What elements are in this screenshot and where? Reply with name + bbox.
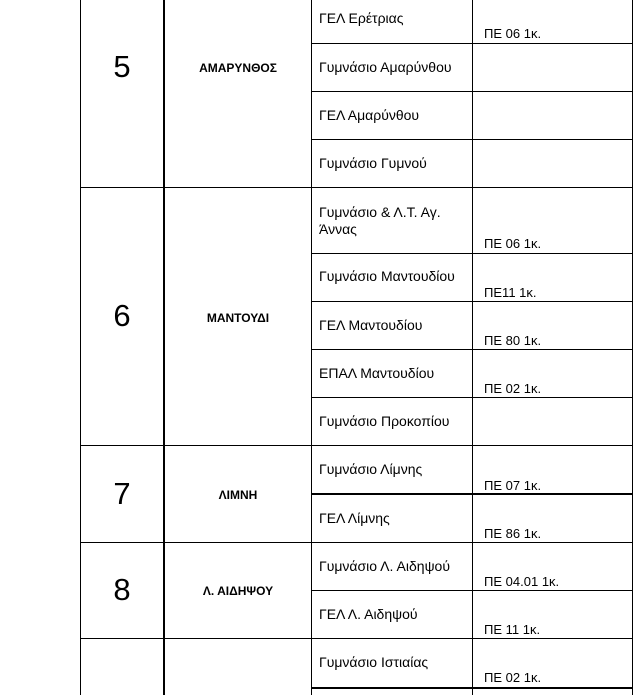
- group-area: ΑΜΑΡΥΝΘΟΣ: [199, 61, 277, 75]
- row-divider: [312, 139, 632, 140]
- school-name: Γυμνάσιο Γυμνού: [319, 155, 427, 171]
- school-name: ΓΕΛ Λίμνης: [319, 510, 390, 526]
- group-divider: [80, 638, 633, 639]
- row-divider: [312, 687, 632, 689]
- school-name: ΓΕΛ Λ. Αιδηψού: [319, 606, 418, 622]
- school-post: ΠΕ 86 1κ.: [484, 526, 542, 541]
- school-name: Γυμνάσιο Λ. Αιδηψού: [319, 558, 450, 574]
- group-number: 6: [113, 298, 131, 333]
- row-divider: [312, 590, 632, 591]
- group-number: 8: [113, 572, 131, 607]
- school-name: Γυμνάσιο Προκοπίου: [319, 413, 450, 429]
- school-post: ΠΕ 06 1κ.: [484, 26, 542, 41]
- school-name: Γυμνάσιο Λίμνης: [319, 461, 423, 477]
- group-area: ΜΑΝΤΟΥΔΙ: [206, 311, 270, 325]
- school-post: ΠΕ 02 1κ.: [484, 670, 542, 685]
- group-area: ΛΙΜΝΗ: [218, 488, 258, 502]
- school-name: ΓΕΛ Μαντουδίου: [319, 317, 423, 333]
- school-post: ΠΕ11 1κ.: [484, 285, 537, 300]
- school-name: ΓΕΛ Ερέτριας: [319, 10, 404, 26]
- group-divider: [80, 445, 633, 446]
- row-divider: [312, 397, 632, 398]
- row-divider: [312, 301, 632, 302]
- group-number: 5: [113, 49, 131, 84]
- school-name: Γυμνάσιο Αμαρύνθου: [319, 59, 452, 75]
- group-divider: [80, 542, 633, 543]
- row-divider: [312, 493, 632, 495]
- row-divider: [312, 349, 632, 350]
- school-post: ΠΕ 80 1κ.: [484, 333, 542, 348]
- group-divider: [80, 187, 633, 188]
- school-name: ΕΠΑΛ Μαντουδίου: [319, 365, 435, 381]
- school-name: ΓΕΛ Αμαρύνθου: [319, 107, 420, 123]
- row-divider: [312, 91, 632, 92]
- group-number: 7: [113, 476, 131, 511]
- table-border-right: [632, 0, 633, 695]
- row-divider: [312, 43, 632, 44]
- school-name: Γυμνάσιο & Λ.Τ. Αγ. Άννας: [319, 204, 441, 237]
- school-name: Γυμνάσιο Μαντουδίου: [319, 268, 455, 284]
- school-post: ΠΕ 07 1κ.: [484, 478, 542, 493]
- row-divider: [312, 253, 632, 254]
- group-area: Λ. ΑΙΔΗΨΟΥ: [202, 584, 274, 598]
- school-post: ΠΕ 11 1κ.: [484, 622, 541, 637]
- school-post: ΠΕ 06 1κ.: [484, 236, 542, 251]
- school-name: Γυμνάσιο Ιστιαίας: [319, 654, 429, 670]
- school-post: ΠΕ 02 1κ.: [484, 381, 542, 396]
- school-post: ΠΕ 04.01 1κ.: [484, 574, 560, 589]
